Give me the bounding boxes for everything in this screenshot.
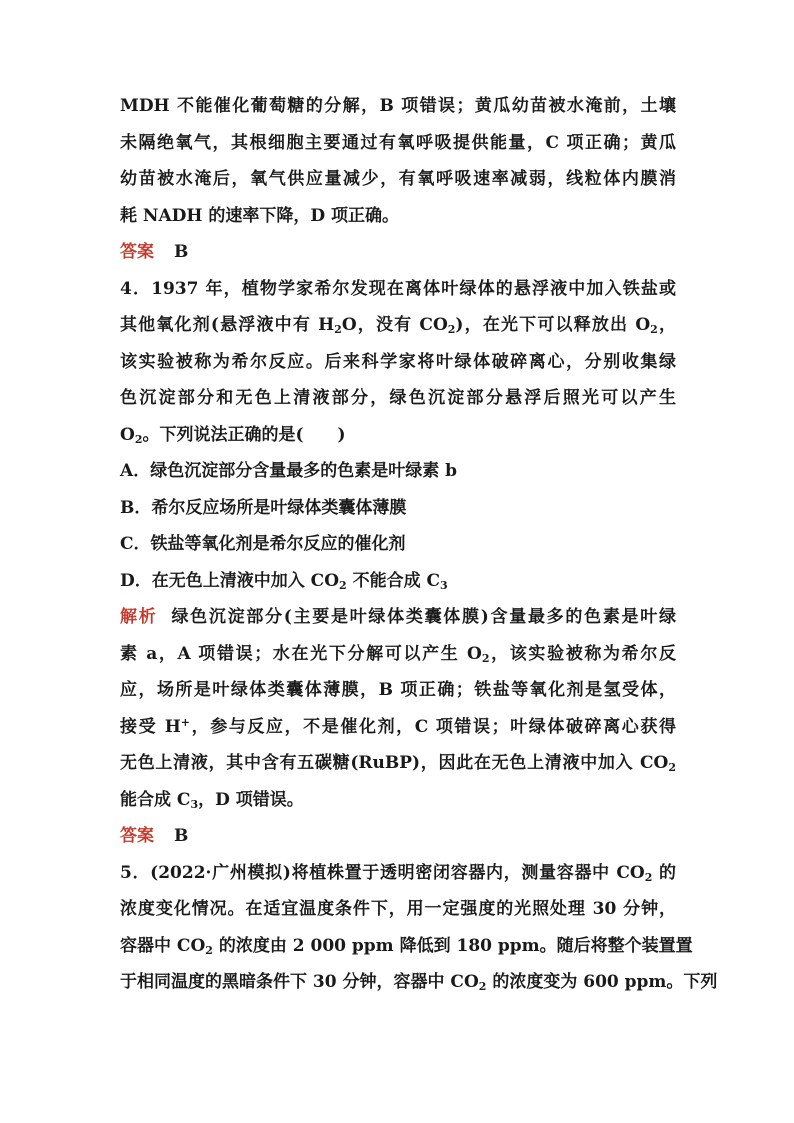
text-run: 于相同温度的黑暗条件下 30 分钟，容器中 CO <box>120 972 479 992</box>
option-a: A．绿色沉淀部分含量最多的色素是叶绿素 b <box>120 461 457 481</box>
subscript: 2 <box>478 980 487 993</box>
text-run: ， <box>657 315 676 335</box>
question-5-line <box>120 928 693 965</box>
subscript: 2 <box>334 323 342 336</box>
text-run: 无色上清液，其中含有五碳糖(RuBP)，因此在无色上清液中加入 CO <box>120 753 669 773</box>
subscript: 2 <box>339 578 347 592</box>
document-content <box>120 88 718 1001</box>
text-run: 绿色沉淀部分(主要是叶绿体类囊体膜)含量最多的色素是叶绿 <box>171 607 677 627</box>
question-4-line: 4．1937 年，植物学家希尔发现在离体叶绿体的悬浮液中加入铁盐或 <box>120 278 676 299</box>
explanation-line: MDH 不能催化葡萄糖的分解，B 项错误；黄瓜幼苗被水淹前，土壤 <box>120 96 676 116</box>
explanation-line: 耗 NADH 的速率下降，D 项正确。 <box>120 205 400 226</box>
question-5-line <box>120 855 676 892</box>
text-run: 容器中 CO <box>120 935 206 956</box>
text-run: ，该实验被称为希尔反 <box>489 643 676 664</box>
subscript: 2 <box>205 943 213 957</box>
option-d <box>120 563 676 600</box>
subscript: 2 <box>668 761 676 774</box>
text-run: 不能合成 C <box>346 570 441 591</box>
question-4-line <box>120 307 676 344</box>
text-run: 。下列说法正确的是( ) <box>142 424 346 445</box>
text-run: 的浓度变为 600 ppm。下列 <box>486 972 718 992</box>
question-4-line: 该实验被称为希尔反应。后来科学家将叶绿体破碎离心，分别收集绿 <box>120 351 676 372</box>
subscript: 2 <box>134 432 143 446</box>
text-run: 其他氧化剂(悬浮液中有 H <box>120 315 335 335</box>
option-b: B．希尔反应场所是叶绿体类囊体薄膜 <box>120 497 407 518</box>
text-run: 接受 H <box>120 716 181 737</box>
answer-line <box>120 818 676 855</box>
text-run: D．在无色上清液中加入 CO <box>120 570 339 591</box>
text-run: 5．(2022·广州模拟)将植株置于透明密闭容器内，测量容器中 CO <box>120 862 645 883</box>
text-run: ，参与反应，不是催化剂，C 项错误；叶绿体破碎离心获得 <box>190 716 676 737</box>
text-run: O，没有 CO <box>341 315 448 335</box>
question-4-line <box>120 417 676 454</box>
answer-label: 答案 <box>120 242 154 262</box>
text-run: O <box>120 424 135 445</box>
option-c: C．铁盐等氧化剂是希尔反应的催化剂 <box>120 534 406 554</box>
explanation-4-line: 应，场所是叶绿体类囊体薄膜，B 项正确；铁盐等氧化剂是氢受体， <box>120 680 676 700</box>
explanation-4-line <box>120 636 676 673</box>
text-run: 能合成 C <box>120 789 191 810</box>
subscript: 2 <box>644 870 653 884</box>
subscript: 2 <box>447 323 456 336</box>
answer-line <box>120 234 676 271</box>
subscript: 3 <box>190 797 199 811</box>
superscript: + <box>180 715 190 729</box>
subscript: 3 <box>440 578 448 592</box>
explanation-4-line <box>120 782 676 819</box>
answer-label: 答案 <box>120 826 154 846</box>
explanation-label: 解析 <box>120 607 158 627</box>
text-run: 的浓度由 2 000 ppm 降低到 180 ppm。随后将整个装置置 <box>212 935 693 956</box>
text-run: 素 a，A 项错误；水在光下分解可以产生 O <box>120 643 482 664</box>
question-5-line <box>120 964 718 1001</box>
explanation-line: 幼苗被水淹后，氧气供应量减少，有氧呼吸速率减弱，线粒体内膜消 <box>120 169 676 189</box>
answer-value: B <box>174 242 189 262</box>
text-run: )，在光下可以释放出 O <box>455 315 651 335</box>
explanation-line: 未隔绝氧气，其根细胞主要通过有氧呼吸提供能量，C 项正确；黄瓜 <box>120 132 676 153</box>
explanation-4-line <box>120 709 676 746</box>
text-run: 的 <box>652 862 677 883</box>
explanation-4-line <box>120 745 676 782</box>
question-5-line: 浓度变化情况。在适宜温度条件下，用一定强度的光照处理 30 分钟， <box>120 899 676 919</box>
subscript: 2 <box>481 651 490 665</box>
subscript: 2 <box>650 323 658 336</box>
answer-value: B <box>174 826 189 846</box>
text-run: ，D 项错误。 <box>198 789 304 810</box>
explanation-4-line <box>120 599 676 636</box>
question-4-line: 色沉淀部分和无色上清液部分，绿色沉淀部分悬浮后照光可以产生 <box>120 388 676 408</box>
